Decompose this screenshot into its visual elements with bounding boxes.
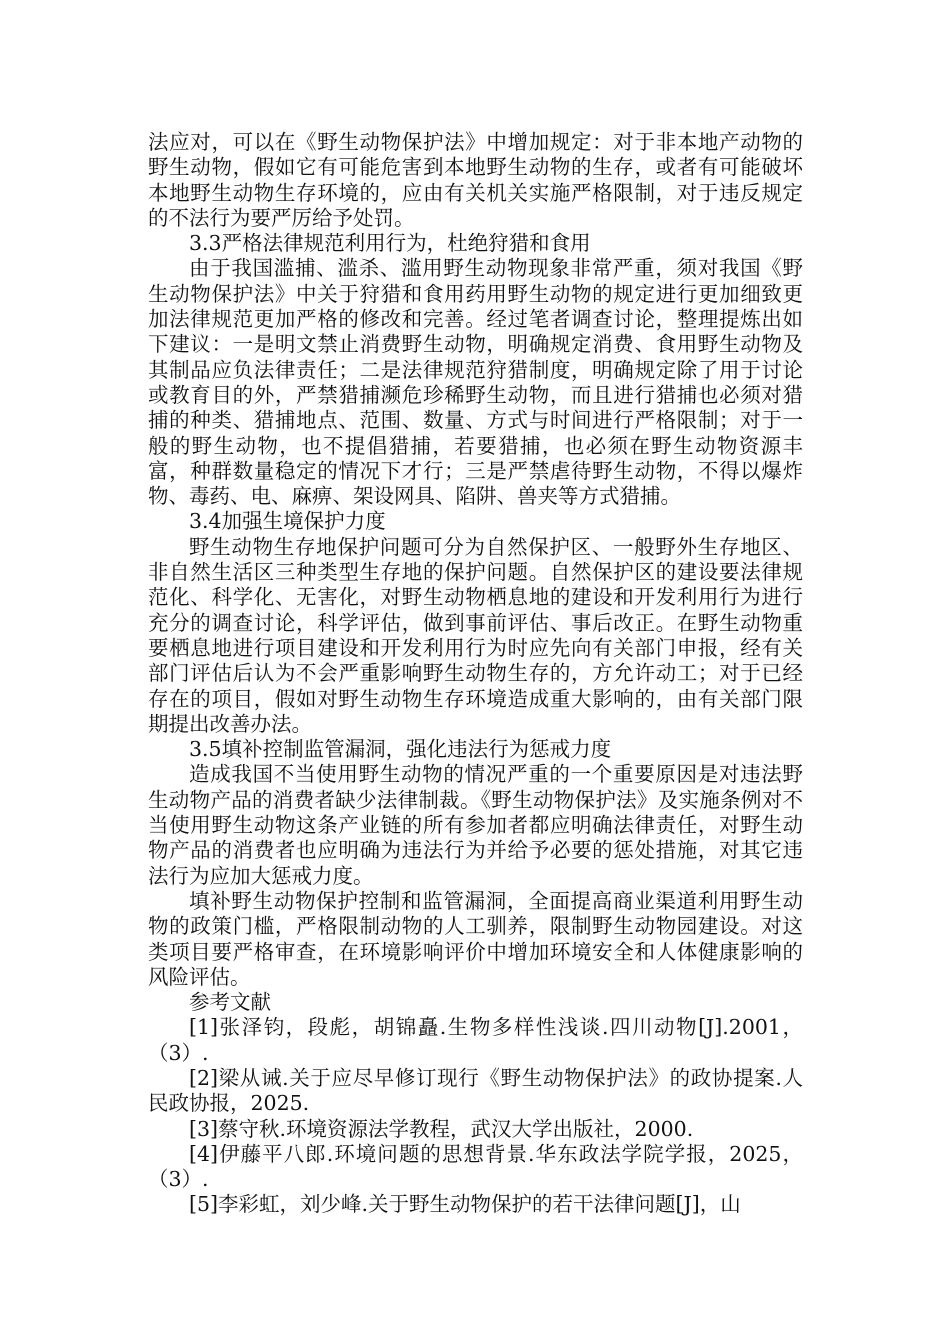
references-heading: 参考文献 <box>189 990 271 1015</box>
paragraph-sanctions: 造成我国不当使用野生动物的情况严重的一个重要原因是对违法野生动物产品的消费者缺少法律制裁。《野生动物保护法》及实施条例对不当使用野生动物这条产业链的所有参加者都应明确法律责任，对野生动物产品的消费者也应明确为违法行为并给予必要的惩处措施，对其它违法行为应加大惩戒力度。 <box>148 762 803 888</box>
paragraph-continuation: 法应对，可以在《野生动物保护法》中增加规定：对于非本地产动物的野生动物，假如它有可能危害到本地野生动物的生存，或者有可能破坏本地野生动物生存环境的，应由有关机关实施严格限制，对于违反规定的不法行为要严厉给予处罚。 <box>148 130 803 230</box>
reference-item: [5]李彩虹，刘少峰.关于野生动物保护的若干法律问题[J]，山 <box>189 1192 741 1217</box>
section-heading-3-3: 3.3严格法律规范利用行为，杜绝狩猎和食用 <box>189 231 591 256</box>
reference-item: [4]伊藤平八郎.环境问题的思想背景.华东政法学院学报，2025，（3）. <box>148 1141 803 1192</box>
reference-item: [2]梁从诫.关于应尽早修订现行《野生动物保护法》的政协提案.人民政协报，2025. <box>148 1065 803 1116</box>
section-heading-3-5: 3.5填补控制监管漏洞，强化违法行为惩戒力度 <box>189 737 612 762</box>
reference-item: [3]蔡守秋.环境资源法学教程，武汉大学出版社，2000. <box>189 1116 694 1141</box>
document-body <box>148 130 803 1218</box>
reference-item: [1]张泽钧，段彪，胡锦矗.生物多样性浅谈.四川动物[J].2001，（3）. <box>148 1015 803 1065</box>
paragraph-loopholes: 填补野生动物保护控制和监管漏洞，全面提高商业渠道利用野生动物的政策门槛，严格限制动物的人工驯养，限制野生动物园建设。对这类项目要严格审查，在环境影响评价中增加环境安全和人体健康影响的风险评估。 <box>148 888 803 989</box>
paragraph-habitat: 野生动物生存地保护问题可分为自然保护区、一般野外生存地区、非自然生活区三种类型生存地的保护问题。自然保护区的建设要法律规范化、科学化、无害化，对野生动物栖息地的建设和开发利用行为进行充分的调查讨论，科学评估，做到事前评估、事后改正。在野生动物重要栖息地进行项目建设和开发利用行为时应先向有关部门申报，经有关部门评估后认为不会严重影响野生动物生存的，方允许动工；对于已经存在的项目，假如对野生动物生存环境造成重大影响的，由有关部门限期提出改善办法。 <box>148 534 803 736</box>
paragraph-hunting: 由于我国滥捕、滥杀、滥用野生动物现象非常严重，须对我国《野生动物保护法》中关于狩猎和食用药用野生动物的规定进行更加细致更加法律规范更加严格的修改和完善。经过笔者调查讨论，整理提炼出如下建议：一是明文禁止消费野生动物，明确规定消费、食用野生动物及其制品应负法律责任；二是法律规范狩猎制度，明确规定除了用于讨论或教育目的外，严禁猎捕濒危珍稀野生动物，而且进行猎捕也必须对猎捕的种类、猎捕地点、范围、数量、方式与时间进行严格限制；对于一般的野生动物，也不提倡猎捕，若要猎捕，也必须在野生动物资源丰富，种群数量稳定的情况下才行；三是严禁虐待野生动物，不得以爆炸物、毒药、电、麻痹、架设网具、陷阱、兽夹等方式猎捕。 <box>148 256 803 509</box>
section-heading-3-4: 3.4加强生境保护力度 <box>189 509 386 534</box>
